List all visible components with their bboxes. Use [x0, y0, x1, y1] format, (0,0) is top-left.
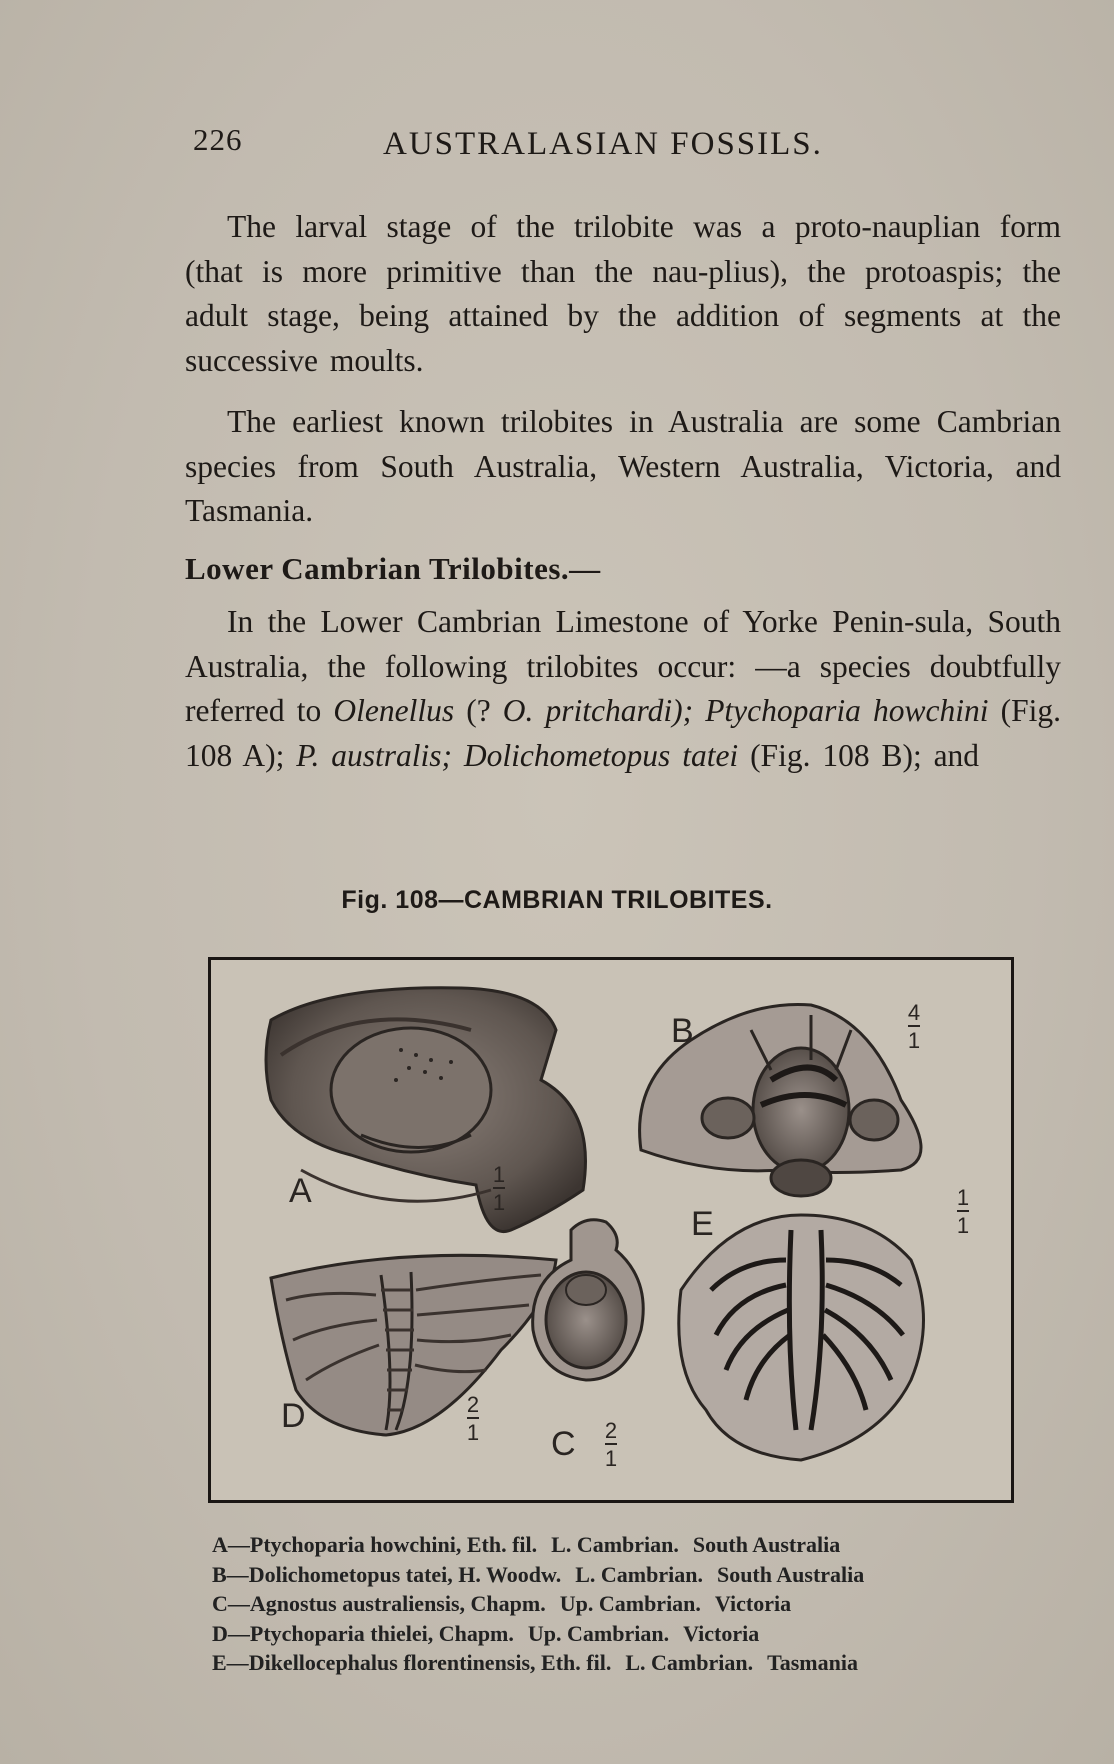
p3-text-3: (Fig. 108 A); [185, 693, 1062, 773]
figure-captions [212, 1530, 1052, 1678]
caption-c: C—Agnostus australiensis, Chapm. Up. Cambrian. Victoria [212, 1591, 792, 1616]
svg-text:1: 1 [907, 1028, 921, 1053]
specimen-e [679, 1215, 924, 1460]
svg-text:1: 1 [466, 1420, 480, 1445]
p3-italic-1: Olenellus [333, 693, 455, 728]
svg-text:2: 2 [466, 1392, 480, 1417]
p3-text-2: (? [454, 693, 503, 728]
specimen-c [533, 1220, 644, 1380]
paragraph-earliest-trilobites [185, 400, 1061, 534]
label-d: D [281, 1397, 306, 1435]
label-e: E [691, 1205, 714, 1243]
caption-e: E—Dikellocephalus florentinensis, Eth. fil. L. Cambrian. Tasmania [212, 1650, 858, 1675]
svg-text:2: 2 [604, 1418, 618, 1443]
running-title: AUSTRALASIAN FOSSILS. [383, 126, 823, 162]
p3-text-1: In the Lower Cambrian Limestone of Yorke Penin-sula, South Australia, the following trilobites occur: —a species doubtfully referred to [185, 604, 1061, 728]
p3-italic-2: O. pritchardi); Ptychoparia howchini [502, 693, 989, 728]
caption-a: A—Ptychoparia howchini, Eth. fil. L. Cambrian. South Australia [212, 1532, 841, 1557]
section-heading: Lower Cambrian Trilobites.— [185, 551, 601, 586]
page-number: 226 [193, 122, 243, 157]
scale-a [493, 1162, 505, 1215]
label-a: A [289, 1172, 312, 1210]
paragraph-1-text: The larval stage of the trilobite was a proto-nauplian form (that is more primitive than the nau-plius), the protoaspis; the adult stage, being attained by the addition of segments at the successive moults. [185, 209, 1061, 378]
paragraph-lower-cambrian [185, 600, 1061, 778]
figure-title: Fig. 108—CAMBRIAN TRILOBITES. [341, 886, 773, 914]
figure-plate [208, 957, 1014, 1503]
svg-text:1: 1 [492, 1162, 506, 1187]
p3-italic-3: P. australis; Dolichometopus tatei [296, 737, 739, 773]
p3-text-4: (Fig. 108 B); and [738, 737, 980, 773]
specimen-a [266, 988, 585, 1232]
label-b: B [671, 1012, 694, 1050]
label-c: C [551, 1425, 576, 1463]
paragraph-2-text: The earliest known trilobites in Australia are some Cambrian species from South Australia, Western Australia, Victoria, and Tasmania. [185, 404, 1061, 528]
specimen-d [271, 1255, 556, 1435]
caption-b: B—Dolichometopus tatei, H. Woodw. L. Cambrian. South Australia [212, 1561, 865, 1587]
trilobite-plate-illustration [211, 960, 1011, 1500]
svg-text:1: 1 [492, 1190, 506, 1215]
svg-text:4: 4 [907, 1000, 921, 1025]
paragraph-larval-stage [185, 205, 1061, 383]
svg-text:1: 1 [956, 1185, 970, 1210]
svg-text:1: 1 [604, 1446, 618, 1471]
scale-c [605, 1418, 617, 1471]
scale-d [467, 1392, 479, 1445]
svg-text:1: 1 [956, 1213, 970, 1238]
scale-b [908, 1000, 920, 1053]
caption-d: D—Ptychoparia thielei, Chapm. Up. Cambrian. Victoria [212, 1620, 760, 1646]
scale-e [957, 1185, 969, 1238]
page-header [193, 118, 953, 166]
